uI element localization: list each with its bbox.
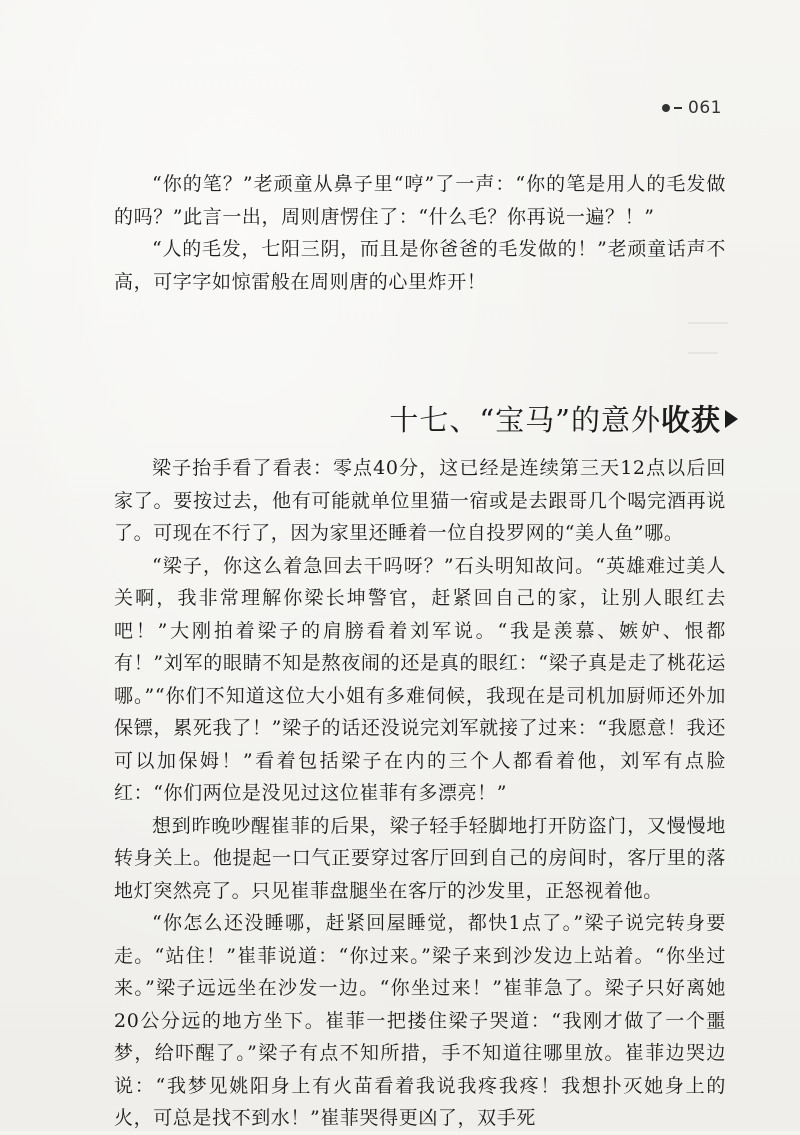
chapter-title-emphasis: 收获 — [660, 403, 721, 437]
paragraph: 想到昨晚吵醒崔菲的后果，梁子轻手轻脚地打开防盗门，又慢慢地转身关上。他提起一口气正要穿过客厅回到自己的房间时，客厅里的落地灯突然亮了。只见崔菲盘腿坐在客厅的沙发里，正怒视着他。 — [114, 814, 726, 902]
page-number-text: 061 — [688, 98, 722, 118]
chapter-heading — [389, 398, 738, 439]
paragraph: “梁子，你这么着急回去干吗呀？”石头明知故问。“英雄难过美人关啊，我非常理解你梁长坤警官，赶紧回自己的家，让别人眼红去吧！”大刚拍着梁子的肩膀看着刘军说。“我是羡慕、嫉妒、恨都有！”刘军的眼睛不知是熬夜闹的还是真的眼红：“梁子真是走了桃花运哪。”“你们不知道这位大小姐有多难伺候，我现在是司机加厨师还外加保镖，累死我了！”梁子的话还没说完刘军就接了过来：“我愿意！我还可以加保姆！”看着包括梁子在内的三个人都看着他，刘军有点脸红：“你们两位是没见过这位崔菲有多漂亮！” — [114, 554, 726, 804]
bleed-through-mark — [688, 322, 728, 324]
paragraph: 梁子抬手看了看表：零点40分，这已经是连续第三天12点以后回家了。要按过去，他有可能就单位里猫一宿或是去跟哥几个喝完酒再说了。可现在不行了，因为家里还睡着一位自投罗网的“美人鱼”哪。 — [114, 457, 726, 544]
bullet-icon — [662, 104, 670, 112]
page-number — [662, 98, 722, 118]
paragraph: “你的笔？”老顽童从鼻子里“哼”了一声：“你的笔是用人的毛发做的吗？”此言一出，周则唐愣住了：“什么毛？你再说一遍？！” — [114, 173, 726, 228]
text-section-1 — [114, 168, 726, 298]
paragraph: “人的毛发，七阳三阴，而且是你爸爸的毛发做的！”老顽童话声不高，可字字如惊雷般在周则唐的心里炸开！ — [114, 238, 726, 293]
dash-icon — [674, 107, 682, 109]
bleed-through-mark — [688, 352, 718, 354]
triangle-marker-icon — [725, 410, 738, 428]
text-section-2 — [114, 452, 726, 1135]
paragraph: “你怎么还没睡哪，赶紧回屋睡觉，都快1点了。”梁子说完转身要走。“站住！”崔菲说道：“你过来。”梁子来到沙发边上站着。“你坐过来。”梁子远远坐在沙发一边。“你坐过来！”崔菲急了。梁子只好离她20公分远的地方坐下。崔菲一把搂住梁子哭道：“我刚才做了一个噩梦，给吓醒了。”梁子有点不知所措，手不知道往哪里放。崔菲边哭边说：“我梦见姚阳身上有火苗看着我说我疼我疼！我想扑灭她身上的火，可总是找不到水！”崔菲哭得更凶了，双手死 — [114, 912, 726, 1129]
chapter-title: 十七、“宝马”的意外 — [389, 403, 661, 437]
